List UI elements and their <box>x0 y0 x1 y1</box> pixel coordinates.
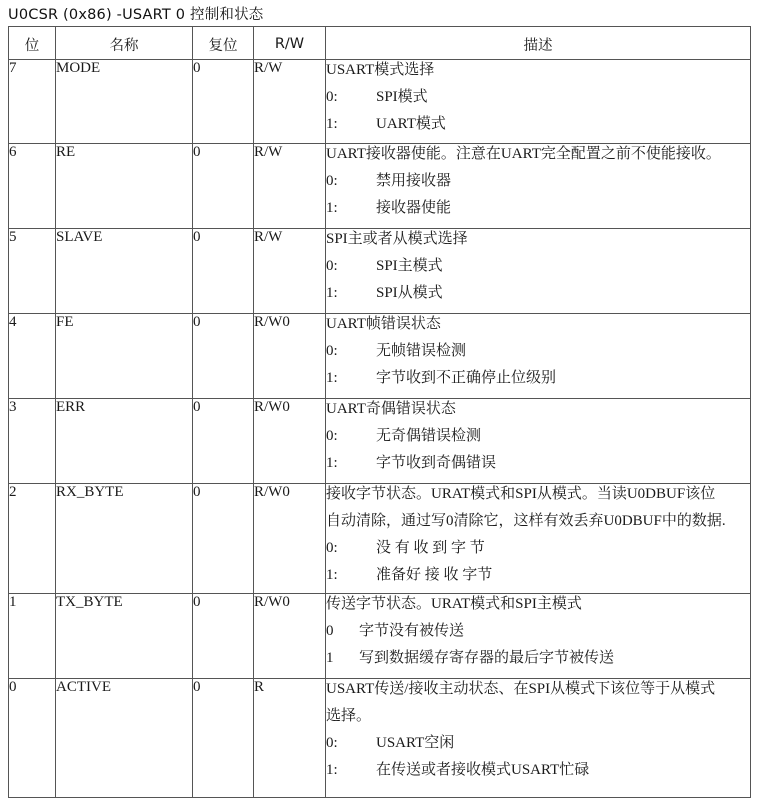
option-line: 1: 接收器使能 <box>326 200 452 216</box>
option-line: 0: 禁用接收器 <box>326 173 452 189</box>
description-text: SPI主或者从模式选择 <box>326 231 468 247</box>
option-line: 1 写到数据缓存寄存器的最后字节被传送 <box>326 650 615 666</box>
register-table <box>8 26 751 798</box>
header-bit: 位 <box>9 27 56 60</box>
option-line: 1: UART模式 <box>326 116 446 132</box>
table-row <box>9 60 751 144</box>
rw-cell: R/W0 <box>254 314 326 399</box>
reset-cell: 0 <box>193 314 254 399</box>
description-cell <box>326 679 751 798</box>
description-cell <box>326 60 751 144</box>
name-cell: MODE <box>56 60 193 144</box>
description-text: USART模式选择 <box>326 62 435 78</box>
description-cell <box>326 594 751 679</box>
name-cell: RX_BYTE <box>56 484 193 594</box>
bit-cell: 5 <box>9 229 56 314</box>
description-text: UART接收器使能。注意在UART完全配置之前不使能接收。 <box>326 146 721 162</box>
bit-cell: 7 <box>9 60 56 144</box>
rw-cell: R/W <box>254 229 326 314</box>
rw-cell: R/W <box>254 60 326 144</box>
option-line: 0: USART空闲 <box>326 735 455 751</box>
table-row <box>9 484 751 594</box>
table-row <box>9 229 751 314</box>
bit-cell: 0 <box>9 679 56 798</box>
description-text: 自动清除，通过写0清除它，这样有效丢弃U0DBUF中的数据. <box>326 513 726 529</box>
register-title: U0CSR (0x86) -USART 0 控制和状态 <box>8 7 264 23</box>
rw-cell: R/W0 <box>254 594 326 679</box>
option-line: 1: 字节收到奇偶错误 <box>326 455 497 471</box>
bit-cell: 1 <box>9 594 56 679</box>
table-row <box>9 679 751 798</box>
description-cell <box>326 484 751 594</box>
option-line: 0: 无帧错误检测 <box>326 343 467 359</box>
description-cell <box>326 314 751 399</box>
table-row <box>9 399 751 484</box>
option-line: 1: 在传送或者接收模式USART忙碌 <box>326 762 590 778</box>
description-text: 传送字节状态。URAT模式和SPI主模式 <box>326 596 582 612</box>
option-line: 0: SPI模式 <box>326 89 428 105</box>
option-line: 1: 字节收到不正确停止位级别 <box>326 370 557 386</box>
rw-cell: R/W0 <box>254 484 326 594</box>
header-description: 描述 <box>326 27 751 60</box>
table-header-row <box>9 27 751 60</box>
table-row <box>9 594 751 679</box>
option-line: 0: SPI主模式 <box>326 258 443 274</box>
reset-cell: 0 <box>193 144 254 229</box>
name-cell: ACTIVE <box>56 679 193 798</box>
description-text: 接收字节状态。URAT模式和SPI从模式。当读U0DBUF该位 <box>326 486 716 502</box>
description-text: USART传送/接收主动状态、在SPI从模式下该位等于从模式 <box>326 681 716 697</box>
reset-cell: 0 <box>193 594 254 679</box>
option-line: 0: 没 有 收 到 字 节 <box>326 540 485 556</box>
reset-cell: 0 <box>193 229 254 314</box>
name-cell: TX_BYTE <box>56 594 193 679</box>
bit-cell: 4 <box>9 314 56 399</box>
bit-cell: 6 <box>9 144 56 229</box>
description-text: UART奇偶错误状态 <box>326 401 456 417</box>
description-cell <box>326 144 751 229</box>
table-row <box>9 144 751 229</box>
name-cell: ERR <box>56 399 193 484</box>
reset-cell: 0 <box>193 484 254 594</box>
header-rw: R/W <box>254 27 326 60</box>
rw-cell: R/W0 <box>254 399 326 484</box>
option-line: 0 字节没有被传送 <box>326 623 465 639</box>
reset-cell: 0 <box>193 679 254 798</box>
reset-cell: 0 <box>193 399 254 484</box>
rw-cell: R <box>254 679 326 798</box>
name-cell: SLAVE <box>56 229 193 314</box>
description-cell <box>326 229 751 314</box>
description-text: 选择。 <box>326 708 372 724</box>
description-text: UART帧错误状态 <box>326 316 441 332</box>
bit-cell: 2 <box>9 484 56 594</box>
reset-cell: 0 <box>193 60 254 144</box>
table-row <box>9 314 751 399</box>
name-cell: RE <box>56 144 193 229</box>
header-name: 名称 <box>56 27 193 60</box>
name-cell: FE <box>56 314 193 399</box>
rw-cell: R/W <box>254 144 326 229</box>
option-line: 0: 无奇偶错误检测 <box>326 428 482 444</box>
bit-cell: 3 <box>9 399 56 484</box>
description-cell <box>326 399 751 484</box>
option-line: 1: 准备好 接 收 字节 <box>326 567 493 583</box>
header-reset: 复位 <box>193 27 254 60</box>
option-line: 1: SPI从模式 <box>326 285 443 301</box>
